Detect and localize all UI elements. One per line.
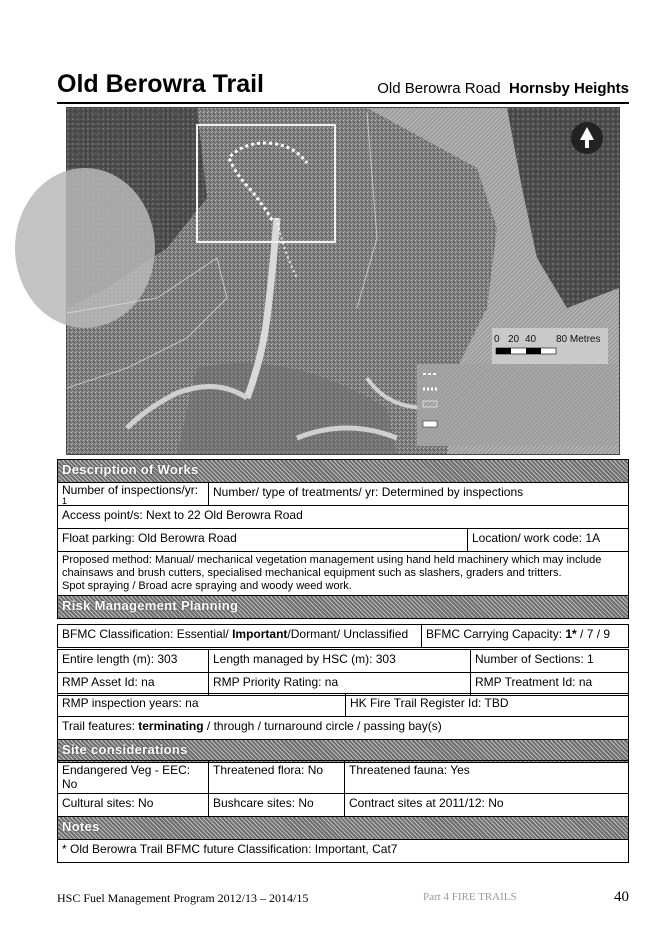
footer-part: Part 4 FIRE TRAILS [423, 891, 517, 903]
scale-label-0: 0 [494, 334, 500, 345]
trail-address [377, 80, 629, 97]
access-points: Access point/s: Next to 22 Old Berowra Road [58, 506, 629, 529]
proposed-method [58, 552, 629, 596]
rmp-treatment-id: RMP Treatment Id: na [471, 673, 629, 696]
north-arrow [571, 122, 603, 154]
method-line-1: Proposed method: Manual/ mechanical vegetation management using hand held machinery which may include [62, 554, 602, 566]
inspections-label: Number of inspections/yr: [62, 483, 199, 497]
scale-label-20: 20 [508, 334, 520, 345]
page-footer [57, 891, 629, 907]
bfmc-capacity [422, 625, 629, 648]
road-name: Old Berowra Road [377, 80, 501, 97]
section-risk-header [58, 596, 629, 619]
inspection-table [57, 693, 629, 763]
section-site-title: Site considerations [58, 740, 629, 763]
rmp-asset-id: RMP Asset Id: na [58, 673, 209, 696]
scale-label-80: 80 Metres [556, 334, 601, 345]
float-parking: Float parking: Old Berowra Road [58, 529, 468, 552]
aerial-map [66, 107, 620, 455]
method-line-2: chainsaws and brush cutters, specialised mechanical equipment such as slashers, graders and tritters. [62, 567, 562, 579]
risk-table [57, 624, 629, 648]
section-notes-title: Notes [58, 817, 629, 840]
trail-features [58, 717, 629, 740]
boundary-icon [423, 421, 437, 427]
hatched-area-icon [423, 401, 437, 407]
page-title: Old Berowra Trail [57, 70, 265, 98]
class-bold: Important [232, 627, 288, 641]
bushcare-sites: Bushcare sites: No [209, 794, 345, 817]
threatened-flora: Threatened flora: No [209, 761, 345, 794]
scale-bar [492, 328, 608, 364]
capacity-suffix: / 7 / 9 [576, 627, 611, 641]
section-notes-header [58, 817, 629, 840]
map-legend [417, 364, 617, 446]
bfmc-classification [58, 625, 422, 648]
inspections-cell [58, 483, 209, 506]
location-code: Location/ work code: 1A [468, 529, 629, 552]
length-table [57, 649, 629, 696]
method-line-3: Spot spraying / Broad acre spraying and woody weed work. [62, 580, 352, 592]
features-prefix: Trail features: [62, 719, 139, 733]
length-managed: Length managed by HSC (m): 303 [209, 650, 471, 673]
fire-trail-register: HK Fire Trail Register Id: TBD [346, 694, 629, 717]
page-header [57, 66, 629, 104]
rmp-inspection-years: RMP inspection years: na [58, 694, 346, 717]
features-bold: terminating [138, 719, 204, 733]
page-number: 40 [614, 889, 629, 905]
threatened-fauna: Threatened fauna: Yes [345, 761, 629, 794]
endangered-veg: Endangered Veg - EEC: No [58, 761, 209, 794]
capacity-bold: 1* [565, 627, 577, 641]
site-table [57, 760, 629, 863]
treatments-cell: Number/ type of treatments/ yr: Determined by inspections [209, 483, 629, 506]
rmp-priority: RMP Priority Rating: na [209, 673, 471, 696]
scale-label-40: 40 [525, 334, 537, 345]
section-works-title: Description of Works [58, 460, 629, 483]
cultural-sites: Cultural sites: No [58, 794, 209, 817]
section-works-header [58, 460, 629, 483]
class-suffix: /Dormant/ Unclassified [287, 627, 409, 641]
notes-text: * Old Berowra Trail BFMC future Classification: Important, Cat7 [58, 840, 629, 863]
suburb-name: Hornsby Heights [508, 80, 629, 97]
entire-length: Entire length (m): 303 [58, 650, 209, 673]
features-suffix: / through / turnaround circle / passing bay(s) [203, 719, 442, 733]
number-of-sections: Number of Sections: 1 [471, 650, 629, 673]
class-prefix: BFMC Classification: Essential/ [62, 627, 233, 641]
works-table [57, 459, 629, 619]
footer-program: HSC Fuel Management Program 2012/13 – 2014/15 [57, 891, 309, 905]
capacity-prefix: BFMC Carrying Capacity: [426, 627, 566, 641]
contract-sites: Contract sites at 2011/12: No [345, 794, 629, 817]
inspections-value: 1 [62, 496, 68, 506]
section-risk-title: Risk Management Planning [58, 596, 629, 619]
